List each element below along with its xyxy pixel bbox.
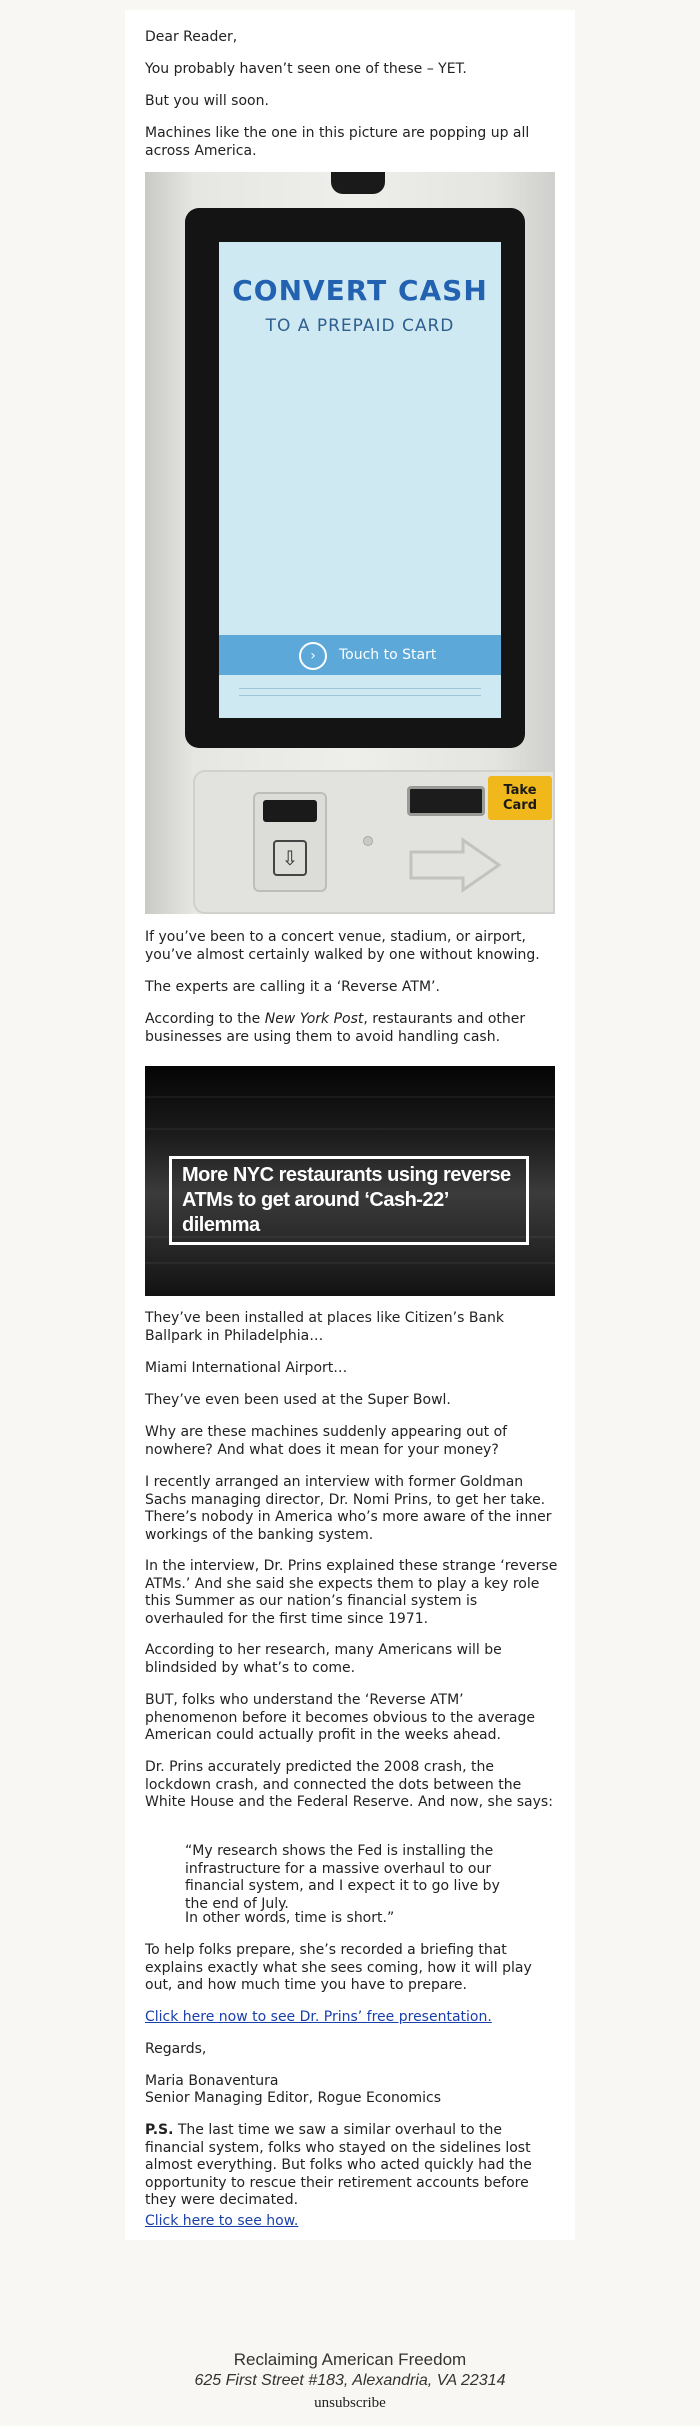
touch-to-start-label: Touch to Start [339, 647, 437, 663]
paragraph: They’ve been installed at places like Citizen’s Bank Ballpark in Philadelphia… [145, 1310, 505, 1344]
card-slot [407, 786, 485, 816]
screen-subtitle: TO A PREPAID CARD [265, 316, 455, 336]
signer-title: Senior Managing Editor, Rogue Economics [145, 2090, 442, 2106]
paragraph: Dr. Prins accurately predicted the 2008 crash, the lockdown crash, and connected the dots between the White House and the Federal Reserve. And now, she says: [145, 1759, 553, 1810]
paragraph: They’ve even been used at the Super Bowl. [145, 1392, 451, 1408]
paragraph: But you will soon. [145, 93, 269, 109]
unsubscribe-link[interactable]: unsubscribe [314, 2395, 386, 2411]
arrow-right-icon [407, 836, 503, 894]
paragraph: To help folks prepare, she’s recorded a briefing that explains exactly what she sees coming, how it will play out, and how much time you have to prepare. [145, 1942, 532, 1993]
paragraph: You probably haven’t seen one of these – YET. [145, 61, 467, 77]
greeting: Dear Reader, [145, 29, 238, 45]
screen-title: CONVERT CASH [232, 274, 488, 307]
newspaper-headline-image [145, 1066, 555, 1296]
fine-print [239, 688, 481, 696]
paragraph: Why are these machines suddenly appearing out of nowhere? And what does it mean for your money? [145, 1424, 508, 1458]
paragraph: According to her research, many Americans will be blindsided by what’s to come. [145, 1642, 502, 1676]
take-card-label: Take Card [488, 776, 552, 820]
paragraph: BUT, folks who understand the ‘Reverse ATM’ phenomenon before it becomes obvious to the average American could actually profit in the weeks ahead. [145, 1692, 535, 1743]
headline-text: More NYC restaurants using reverse ATMs to get around ‘Cash-22’ dilemma [169, 1156, 529, 1245]
chevron-right-icon: › [299, 642, 327, 670]
camera [331, 172, 385, 194]
blockquote: In other words, time is short.” [185, 1910, 395, 1926]
footer-address: 625 First Street #183, Alexandria, VA 22314 [194, 2372, 506, 2389]
paragraph: If you’ve been to a concert venue, stadium, or airport, you’ve almost certainly walked by one without knowing. [145, 929, 540, 963]
cash-slot-opening [263, 800, 317, 822]
regards: Regards, [145, 2041, 207, 2057]
paragraph: Miami International Airport… [145, 1360, 348, 1376]
indicator-light [363, 836, 373, 846]
cash-insert-icon: ⇩ [273, 840, 307, 876]
paragraph: In the interview, Dr. Prins explained these strange ‘reverse ATMs.’ And she said she expects them to play a key role this Summer as our nation’s financial system is overhauled for the first time since 1971. [145, 1558, 558, 1627]
paragraph: According to the New York Post, restaurants and other businesses are using them to avoid handling cash. [145, 1011, 526, 1045]
paragraph: The experts are calling it a ‘Reverse ATM’. [145, 979, 440, 995]
footer-org: Reclaiming American Freedom [233, 2350, 467, 2369]
email-card [125, 10, 575, 2240]
postscript: P.S. The last time we saw a similar overhaul to the financial system, folks who stayed on the sidelines lost almost everything. But folks who acted quickly had the opportunity to rescue their retirement accounts before they were decimated. [145, 2122, 532, 2208]
paragraph: I recently arranged an interview with former Goldman Sachs managing director, Dr. Nomi Prins, to get her take. There’s nobody in America who’s more aware of the inner workings of the banking system. [145, 1474, 552, 1543]
kiosk-screen [219, 242, 501, 718]
blockquote: “My research shows the Fed is installing the infrastructure for a massive overhaul to our financial system, and I expect it to go live by the end of July. [185, 1843, 500, 1912]
source-name: New York Post [264, 1011, 364, 1027]
reverse-atm-photo [145, 172, 555, 914]
paragraph: Machines like the one in this picture are popping up all across America. [145, 125, 530, 159]
see-how-link[interactable]: Click here to see how. [145, 2213, 299, 2229]
presentation-link[interactable]: Click here now to see Dr. Prins’ free presentation. [145, 2009, 492, 2025]
signer-name: Maria Bonaventura [145, 2073, 279, 2089]
